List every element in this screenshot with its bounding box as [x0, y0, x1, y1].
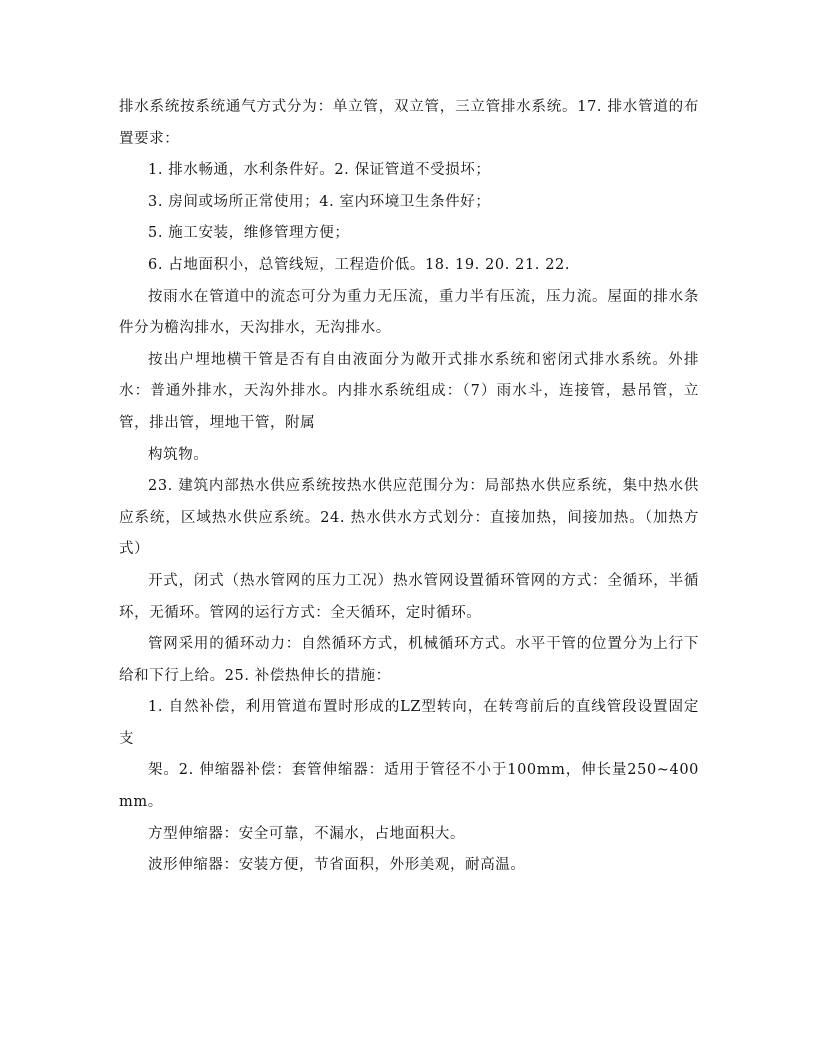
paragraph: 3. 房间或场所正常使用；4. 室内环境卫生条件好；	[148, 193, 491, 210]
paragraph: 管网采用的循环动力：自然循环方式，机械循环方式。水平干管的位置分为上行下给和下行上给。25. 补偿热伸长的措施：	[119, 636, 699, 684]
paragraph: 方型伸缩器：安全可靠，不漏水，占地面积大。	[148, 825, 466, 842]
paragraph: 1. 自然补偿，利用管道布置时形成的LZ型转向，在转弯前后的直线管段设置固定支	[119, 699, 699, 747]
paragraph: 23. 建筑内部热水供应系统按热水供应范围分为：局部热水供应系统，集中热水供应系统，区域热水供应系统。24. 热水供水方式划分：直接加热，间接加热。（加热方式）	[119, 478, 699, 558]
paragraph: 按出户埋地横干管是否有自由液面分为敞开式排水系统和密闭式排水系统。外排水：普通外排水，天沟外排水。内排水系统组成：（7）雨水斗，连接管，悬吊管，立管，排出管，埋地干管，附属	[119, 351, 699, 431]
paragraph: 波形伸缩器：安装方便，节省面积，外形美观，耐高温。	[148, 857, 526, 874]
paragraph: 1. 排水畅通，水利条件好。2. 保证管道不受损坏；	[148, 162, 491, 179]
paragraph: 架。2. 伸缩器补偿：套管伸缩器：适用于管径不小于100mm，伸长量250~400mm。	[119, 762, 699, 811]
paragraph: 6. 占地面积小，总管线短，工程造价低。18. 19. 20. 21. 22.	[148, 256, 571, 273]
paragraph: 构筑物。	[148, 446, 209, 463]
document-page	[119, 92, 699, 882]
paragraph: 开式，闭式（热水管网的压力工况）热水管网设置循环管网的方式：全循环，半循环，无循环。管网的运行方式：全天循环，定时循环。	[119, 572, 699, 621]
paragraph: 5. 施工安装，维修管理方便；	[148, 225, 350, 242]
paragraph: 按雨水在管道中的流态可分为重力无压流，重力半有压流，压力流。屋面的排水条件分为檐沟排水，天沟排水，无沟排水。	[119, 288, 699, 337]
paragraph: 排水系统按系统通气方式分为：单立管，双立管，三立管排水系统。17. 排水管道的布置要求：	[119, 99, 699, 147]
